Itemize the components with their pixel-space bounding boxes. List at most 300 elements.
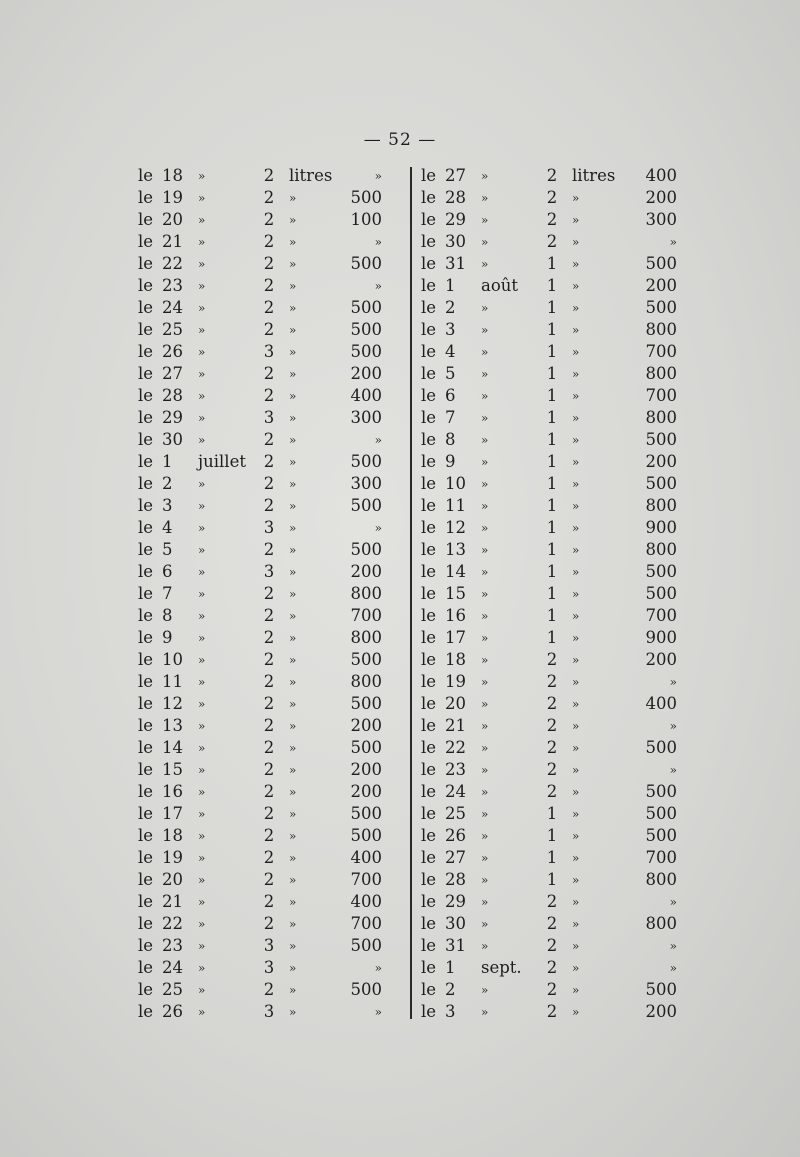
ledger-row — [132, 495, 407, 517]
row-month: sept. — [481, 958, 522, 977]
row-day: 5 — [445, 364, 456, 383]
row-prefix: le — [421, 716, 437, 735]
ledger-row — [132, 759, 407, 781]
row-prefix: le — [138, 958, 154, 977]
row-prefix: le — [138, 892, 154, 911]
row-day: 21 — [162, 892, 183, 911]
row-month: » — [198, 213, 206, 227]
row-unit: » — [572, 543, 580, 557]
row-quantity: 1 — [546, 628, 558, 647]
row-unit: » — [289, 719, 297, 733]
row-quantity: 1 — [546, 848, 558, 867]
ledger-row — [415, 451, 677, 473]
row-quantity: 2 — [263, 694, 275, 713]
ledger-row — [415, 869, 677, 891]
row-quantity: 1 — [546, 254, 558, 273]
row-prefix: le — [138, 540, 154, 559]
row-quantity: 3 — [263, 562, 275, 581]
row-unit: » — [289, 257, 297, 271]
row-quantity: 3 — [263, 408, 275, 427]
row-quantity: 2 — [263, 166, 275, 185]
row-month: » — [198, 1005, 206, 1019]
row-unit: » — [572, 367, 580, 381]
row-prefix: le — [138, 276, 154, 295]
row-prefix: le — [421, 1002, 437, 1021]
row-month: » — [481, 631, 489, 645]
row-quantity: 2 — [546, 760, 558, 779]
row-volume: 500 — [350, 826, 382, 845]
row-volume: 900 — [645, 518, 677, 537]
row-quantity: 2 — [263, 584, 275, 603]
row-prefix: le — [138, 1002, 154, 1021]
row-month: » — [481, 983, 489, 997]
row-volume: 700 — [350, 870, 382, 889]
row-month: » — [481, 477, 489, 491]
row-unit: » — [572, 609, 580, 623]
row-volume: 400 — [645, 694, 677, 713]
ledger-row — [415, 407, 677, 429]
ledger-row — [132, 605, 407, 627]
row-unit: » — [572, 873, 580, 887]
row-prefix: le — [138, 628, 154, 647]
row-day: 9 — [445, 452, 456, 471]
row-prefix: le — [138, 716, 154, 735]
row-quantity: 2 — [546, 738, 558, 757]
row-quantity: 2 — [263, 254, 275, 273]
ledger-row — [415, 803, 677, 825]
ledger-row — [415, 275, 677, 297]
ledger-row — [415, 561, 677, 583]
row-day: 25 — [445, 804, 466, 823]
row-day: 16 — [445, 606, 466, 625]
row-month: » — [198, 785, 206, 799]
row-quantity: 1 — [546, 386, 558, 405]
ledger-row — [415, 539, 677, 561]
row-quantity: 2 — [263, 804, 275, 823]
row-volume: 500 — [645, 298, 677, 317]
ledger-row — [415, 517, 677, 539]
row-prefix: le — [421, 518, 437, 537]
row-month: » — [198, 257, 206, 271]
row-volume: 400 — [645, 166, 677, 185]
row-quantity: 2 — [263, 496, 275, 515]
ledger-row — [132, 385, 407, 407]
row-unit: » — [289, 983, 297, 997]
row-day: 25 — [162, 320, 183, 339]
row-month: » — [481, 543, 489, 557]
ledger-row — [132, 473, 407, 495]
row-unit: » — [572, 939, 580, 953]
row-prefix: le — [138, 232, 154, 251]
row-unit: » — [572, 301, 580, 315]
row-month: » — [198, 433, 206, 447]
row-month: » — [481, 433, 489, 447]
row-unit: » — [289, 565, 297, 579]
row-quantity: 1 — [546, 562, 558, 581]
row-volume: 500 — [350, 804, 382, 823]
ledger-row — [132, 891, 407, 913]
row-unit: » — [289, 763, 297, 777]
row-day: 27 — [445, 166, 466, 185]
row-unit: » — [572, 521, 580, 535]
row-unit: » — [289, 389, 297, 403]
row-month: » — [481, 719, 489, 733]
row-month: » — [198, 829, 206, 843]
row-quantity: 2 — [263, 452, 275, 471]
row-month: » — [481, 301, 489, 315]
row-quantity: 1 — [546, 342, 558, 361]
row-prefix: le — [138, 936, 154, 955]
row-volume: 500 — [350, 188, 382, 207]
row-prefix: le — [138, 364, 154, 383]
row-day: 11 — [162, 672, 183, 691]
row-volume: 500 — [645, 826, 677, 845]
row-day: 1 — [445, 276, 456, 295]
row-prefix: le — [421, 364, 437, 383]
row-unit: » — [289, 433, 297, 447]
ledger-row — [415, 495, 677, 517]
row-day: 3 — [162, 496, 173, 515]
row-volume: 500 — [645, 474, 677, 493]
row-prefix: le — [138, 430, 154, 449]
row-unit: » — [572, 675, 580, 689]
row-month: » — [481, 697, 489, 711]
row-unit: » — [289, 345, 297, 359]
row-month: » — [481, 807, 489, 821]
ledger-row — [415, 979, 677, 1001]
row-day: 8 — [162, 606, 173, 625]
row-month: » — [198, 697, 206, 711]
row-month: » — [481, 763, 489, 777]
row-unit: » — [572, 213, 580, 227]
row-quantity: 2 — [546, 782, 558, 801]
row-unit: » — [572, 983, 580, 997]
row-day: 21 — [162, 232, 183, 251]
row-volume: 300 — [350, 408, 382, 427]
row-unit: » — [572, 587, 580, 601]
row-prefix: le — [421, 628, 437, 647]
row-day: 22 — [162, 254, 183, 273]
ledger-row — [415, 473, 677, 495]
row-volume: 800 — [645, 496, 677, 515]
row-day: 23 — [162, 276, 183, 295]
row-month: » — [198, 191, 206, 205]
ledger-row — [415, 583, 677, 605]
row-volume: 400 — [350, 386, 382, 405]
row-volume: 200 — [350, 760, 382, 779]
ledger-row — [415, 913, 677, 935]
ledger-row — [132, 957, 407, 979]
row-volume: 800 — [350, 672, 382, 691]
row-quantity: 2 — [263, 650, 275, 669]
left-column — [132, 165, 407, 1023]
row-quantity: 2 — [546, 210, 558, 229]
row-day: 2 — [445, 980, 456, 999]
row-unit: » — [572, 499, 580, 513]
ledger-row — [415, 429, 677, 451]
row-prefix: le — [138, 474, 154, 493]
row-volume: 500 — [645, 804, 677, 823]
row-month: » — [481, 257, 489, 271]
row-month: » — [481, 609, 489, 623]
row-day: 7 — [445, 408, 456, 427]
ledger-row — [132, 869, 407, 891]
row-volume: 500 — [350, 540, 382, 559]
row-day: 26 — [445, 826, 466, 845]
row-month: » — [198, 543, 206, 557]
row-prefix: le — [421, 188, 437, 207]
row-month: » — [481, 1005, 489, 1019]
row-prefix: le — [421, 958, 437, 977]
row-month: » — [481, 191, 489, 205]
row-volume: 200 — [645, 188, 677, 207]
row-month: » — [198, 169, 206, 183]
row-month: » — [198, 939, 206, 953]
row-prefix: le — [421, 540, 437, 559]
row-day: 4 — [162, 518, 173, 537]
ledger-row — [132, 781, 407, 803]
row-prefix: le — [138, 826, 154, 845]
row-month: » — [481, 939, 489, 953]
row-day: 24 — [445, 782, 466, 801]
ledger-row — [415, 341, 677, 363]
row-prefix: le — [421, 430, 437, 449]
ledger-row — [132, 979, 407, 1001]
row-day: 8 — [445, 430, 456, 449]
row-unit: » — [289, 873, 297, 887]
row-volume: 500 — [645, 782, 677, 801]
row-prefix: le — [138, 584, 154, 603]
row-quantity: 2 — [263, 606, 275, 625]
row-month: » — [481, 213, 489, 227]
row-month: » — [481, 389, 489, 403]
row-unit: » — [289, 653, 297, 667]
row-volume: 200 — [645, 650, 677, 669]
row-prefix: le — [138, 650, 154, 669]
row-prefix: le — [421, 936, 437, 955]
row-unit: » — [289, 235, 297, 249]
row-month: » — [198, 983, 206, 997]
ledger-row — [415, 957, 677, 979]
row-unit: » — [289, 301, 297, 315]
row-month: » — [198, 279, 206, 293]
row-unit: » — [289, 587, 297, 601]
row-day: 26 — [162, 342, 183, 361]
row-day: 27 — [445, 848, 466, 867]
row-volume: » — [374, 279, 382, 293]
ledger-row — [132, 627, 407, 649]
ledger-row — [415, 825, 677, 847]
row-month: » — [481, 829, 489, 843]
row-month: » — [198, 763, 206, 777]
row-quantity: 2 — [546, 980, 558, 999]
row-volume: 800 — [350, 628, 382, 647]
row-volume: 200 — [350, 562, 382, 581]
row-volume: 700 — [645, 342, 677, 361]
ledger-row — [132, 253, 407, 275]
row-quantity: 2 — [263, 980, 275, 999]
row-unit: » — [289, 939, 297, 953]
row-quantity: 2 — [263, 870, 275, 889]
row-volume: 500 — [645, 430, 677, 449]
row-quantity: 2 — [546, 936, 558, 955]
row-unit: » — [572, 565, 580, 579]
row-quantity: 2 — [546, 672, 558, 691]
row-volume: 800 — [645, 320, 677, 339]
row-volume: 400 — [350, 892, 382, 911]
row-unit: » — [572, 455, 580, 469]
row-unit: » — [572, 785, 580, 799]
row-quantity: 2 — [546, 650, 558, 669]
row-month: » — [481, 345, 489, 359]
row-volume: » — [669, 675, 677, 689]
row-quantity: 3 — [263, 518, 275, 537]
row-unit: » — [289, 675, 297, 689]
row-prefix: le — [421, 650, 437, 669]
row-day: 28 — [162, 386, 183, 405]
row-prefix: le — [421, 694, 437, 713]
row-unit: » — [572, 411, 580, 425]
row-unit: litres — [289, 166, 333, 185]
row-month: » — [481, 587, 489, 601]
row-quantity: 2 — [546, 232, 558, 251]
row-volume: » — [669, 763, 677, 777]
ledger-row — [132, 363, 407, 385]
row-unit: » — [289, 191, 297, 205]
row-volume: » — [669, 895, 677, 909]
ledger-row — [132, 583, 407, 605]
row-day: 2 — [162, 474, 173, 493]
ledger-row — [415, 209, 677, 231]
row-volume: 300 — [645, 210, 677, 229]
row-prefix: le — [138, 760, 154, 779]
row-quantity: 2 — [263, 738, 275, 757]
row-quantity: 2 — [263, 232, 275, 251]
row-quantity: 2 — [546, 716, 558, 735]
row-unit: » — [289, 323, 297, 337]
row-day: 19 — [162, 188, 183, 207]
row-day: 18 — [162, 826, 183, 845]
ledger-row — [132, 693, 407, 715]
row-volume: 500 — [645, 562, 677, 581]
row-unit: » — [572, 741, 580, 755]
row-unit: » — [572, 807, 580, 821]
row-prefix: le — [421, 232, 437, 251]
row-prefix: le — [138, 386, 154, 405]
ledger-row — [415, 1001, 677, 1023]
row-month: » — [481, 367, 489, 381]
row-month: » — [481, 411, 489, 425]
ledger-row — [415, 297, 677, 319]
row-quantity: 2 — [546, 166, 558, 185]
row-prefix: le — [138, 452, 154, 471]
row-volume: 700 — [645, 848, 677, 867]
row-month: » — [481, 565, 489, 579]
ledger-row — [415, 319, 677, 341]
row-volume: 200 — [645, 452, 677, 471]
row-volume: 800 — [645, 870, 677, 889]
row-day: 18 — [162, 166, 183, 185]
row-quantity: 2 — [263, 364, 275, 383]
row-month: août — [481, 276, 519, 295]
row-quantity: 2 — [263, 716, 275, 735]
row-day: 1 — [162, 452, 173, 471]
row-volume: 500 — [350, 980, 382, 999]
row-day: 3 — [445, 1002, 456, 1021]
row-unit: » — [289, 279, 297, 293]
row-day: 31 — [445, 254, 466, 273]
row-day: 13 — [162, 716, 183, 735]
row-day: 5 — [162, 540, 173, 559]
ledger-row — [415, 715, 677, 737]
row-quantity: 1 — [546, 540, 558, 559]
row-quantity: 2 — [546, 914, 558, 933]
row-day: 13 — [445, 540, 466, 559]
row-day: 25 — [162, 980, 183, 999]
row-unit: » — [289, 829, 297, 843]
ledger-row — [415, 363, 677, 385]
row-day: 23 — [445, 760, 466, 779]
ledger-row — [415, 737, 677, 759]
row-unit: » — [572, 257, 580, 271]
row-quantity: 1 — [546, 606, 558, 625]
row-prefix: le — [421, 870, 437, 889]
row-day: 15 — [445, 584, 466, 603]
row-unit: » — [572, 345, 580, 359]
row-volume: 500 — [645, 980, 677, 999]
row-volume: » — [669, 939, 677, 953]
row-volume: » — [669, 235, 677, 249]
row-day: 9 — [162, 628, 173, 647]
row-prefix: le — [421, 298, 437, 317]
row-month: » — [198, 411, 206, 425]
row-unit: » — [572, 829, 580, 843]
row-unit: » — [289, 851, 297, 865]
row-day: 20 — [445, 694, 466, 713]
row-day: 10 — [162, 650, 183, 669]
ledger-row — [415, 253, 677, 275]
row-day: 29 — [162, 408, 183, 427]
row-quantity: 1 — [546, 474, 558, 493]
ledger-row — [415, 759, 677, 781]
row-volume: 500 — [645, 254, 677, 273]
row-month: » — [481, 169, 489, 183]
row-unit: » — [572, 323, 580, 337]
row-unit: » — [289, 785, 297, 799]
row-volume: 500 — [350, 496, 382, 515]
row-quantity: 2 — [263, 386, 275, 405]
row-day: 12 — [162, 694, 183, 713]
row-unit: » — [289, 477, 297, 491]
row-prefix: le — [421, 496, 437, 515]
row-day: 24 — [162, 958, 183, 977]
ledger-row — [415, 935, 677, 957]
ledger-row — [415, 781, 677, 803]
row-unit: » — [289, 741, 297, 755]
row-volume: 200 — [350, 716, 382, 735]
row-quantity: 2 — [546, 892, 558, 911]
row-unit: litres — [572, 166, 616, 185]
row-prefix: le — [421, 782, 437, 801]
row-month: » — [198, 389, 206, 403]
row-unit: » — [289, 411, 297, 425]
row-month: » — [198, 565, 206, 579]
row-month: » — [198, 741, 206, 755]
row-day: 24 — [162, 298, 183, 317]
row-unit: » — [289, 521, 297, 535]
row-unit: » — [572, 477, 580, 491]
row-month: » — [481, 675, 489, 689]
